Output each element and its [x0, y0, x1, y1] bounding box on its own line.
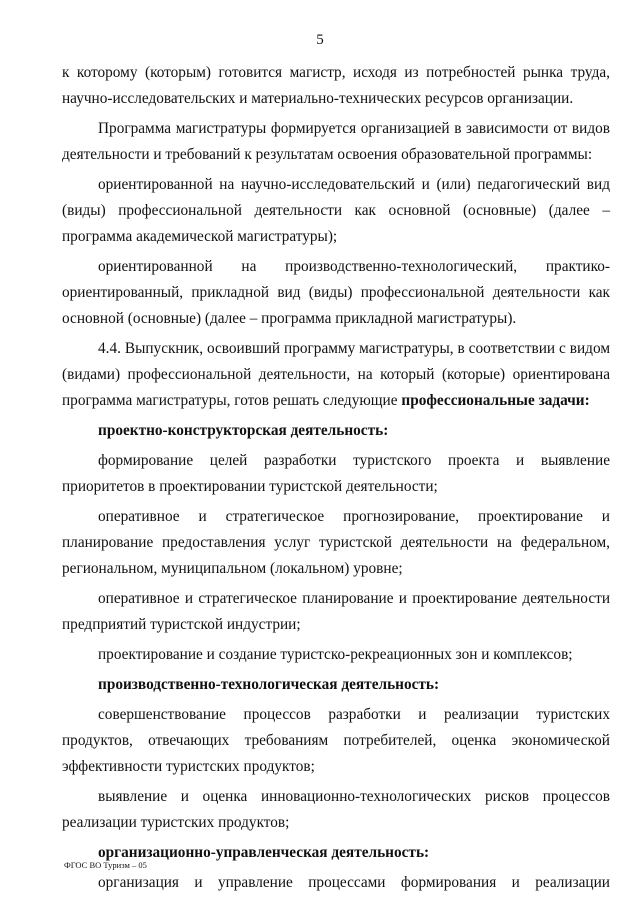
paragraph	[62, 336, 610, 414]
list-item: организация и управление процессами формирования и реализации	[98, 874, 610, 891]
list-item: совершенствование процессов разработки и реализации туристских продуктов, отвечающих требованиям потребителей, оценка экономической эффективности туристских продуктов;	[62, 706, 610, 775]
footer: ФГОС ВО Туризм – 05	[64, 860, 147, 870]
list-item: формирование целей разработки туристского проекта и выявление приоритетов в проектировании туристской деятельности;	[62, 452, 610, 495]
list-item: оперативное и стратегическое прогнозирование, проектирование и планирование предоставления услуг туристской деятельности на федеральном, региональном, муниципальном (локальном) уровне;	[62, 508, 610, 577]
section-heading: проектно-конструкторская деятельность:	[98, 422, 389, 439]
list-item: оперативное и стратегическое планирование и проектирование деятельности предприятий туристской индустрии;	[62, 590, 610, 633]
list-item: выявление и оценка инновационно-технологических рисков процессов реализации туристских продуктов;	[62, 788, 610, 831]
page-number: 5	[316, 32, 324, 48]
paragraph: Программа магистратуры формируется организацией в зависимости от видов деятельности и требований к результатам освоения образовательной программы:	[62, 120, 610, 163]
bold-term: профессиональные задачи:	[401, 392, 590, 409]
list-item: ориентированной на производственно-технологический, практико-ориентированный, прикладной вид (виды) профессиональной деятельности как основной (основные) (далее – программа прикладной магистратуры).	[62, 258, 610, 327]
section-heading: производственно-технологическая деятельность:	[98, 676, 440, 693]
section-heading: организационно-управленческая деятельность:	[98, 844, 430, 861]
paragraph: к которому (которым) готовится магистр, исходя из потребностей рынка труда, научно-исследовательских и материально-технических ресурсов организации.	[62, 64, 610, 107]
list-item: проектирование и создание туристско-рекреационных зон и комплексов;	[98, 646, 573, 663]
document-body	[62, 60, 610, 896]
list-item: ориентированной на научно-исследовательский и (или) педагогический вид (виды) профессиональной деятельности как основной (основные) (далее – программа академической магистратуры);	[62, 176, 610, 245]
paragraph-text: 4.4. Выпускник, освоивший программу магистратуры, в соответствии с видом (видами) профессиональной деятельности, на который (которые) ориентирована программа магистратуры, готов решать следующие	[62, 340, 610, 409]
